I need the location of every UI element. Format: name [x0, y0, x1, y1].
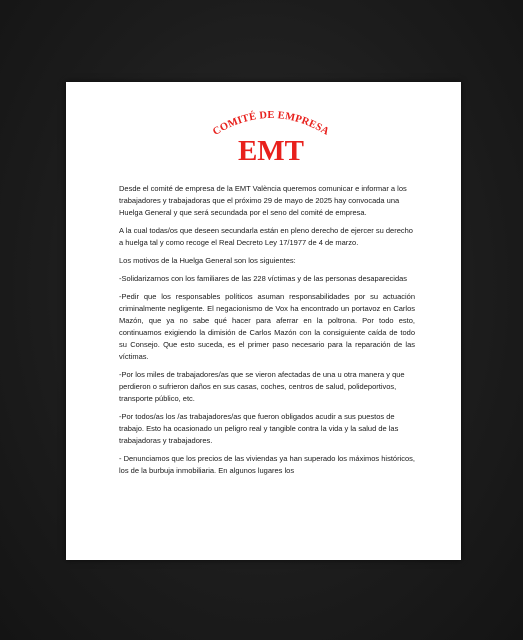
paragraph-motives-heading: Los motivos de la Huelga General son los siguientes:: [119, 256, 296, 265]
paragraph-solidarity: -Solidarizarnos con los familiares de las 228 víctimas y de las personas desaparecidas: [119, 274, 408, 283]
comite-empresa-emt-logo: [206, 104, 336, 166]
document-page: [66, 82, 461, 560]
paragraph-workers-affected: -Por los miles de trabajadores/as que se vieron afectadas de una u otra manera y que perdieron o sufrieron daños en sus casas, coches, centros de salud, polideportivos, transporte público, etc.: [119, 370, 405, 403]
logo-arc-text: COMITÉ DE EMPRESA: [211, 110, 331, 138]
paragraph-intro: Desde el comité de empresa de la EMT València queremos comunicar e informar a los trabajadores y trabajadoras que el próximo 29 de mayo de 2025 hay convocada una Huelga General y que será secundada por el seno del comité de empresa.: [119, 184, 407, 217]
logo-graphic: [206, 104, 336, 166]
paragraph-right-to-strike: A la cual todas/os que deseen secundarla están en pleno derecho de ejercer su derecho a huelga tal y como recoge el Real Decreto Ley 17/1977 de 4 de marzo.: [119, 226, 413, 247]
paragraph-workers-obliged: -Por todos/as los /as trabajadores/as que fueron obligados acudir a sus puestos de trabajo. Esto ha ocasionado un peligro real y tangible contra la vida y la salud de las trabajadoras y trabajadores.: [119, 412, 399, 445]
paragraph-responsibilities: -Pedir que los responsables políticos asuman responsabilidades por su actuación criminalmente negligente. El negacionismo de Vox ha encontrado un portavoz en Carlos Mazón, que ya no sabe qué hacer para aferrar en la poltrona. Por todo esto, continuamos exigiendo la dimisión de Carlos Mazón con la consiguiente caída de todo su Consejo. Que esto suceda, es el primer paso necesario para la reparación de las víctimas.: [119, 292, 415, 361]
logo-main-text: EMT: [237, 135, 305, 166]
paragraph-housing: - Denunciamos que los precios de las viviendas ya han superado los máximos históricos, los de la burbuja inmobiliaria. En algunos lugares los: [119, 454, 415, 475]
document-body: [119, 183, 415, 483]
